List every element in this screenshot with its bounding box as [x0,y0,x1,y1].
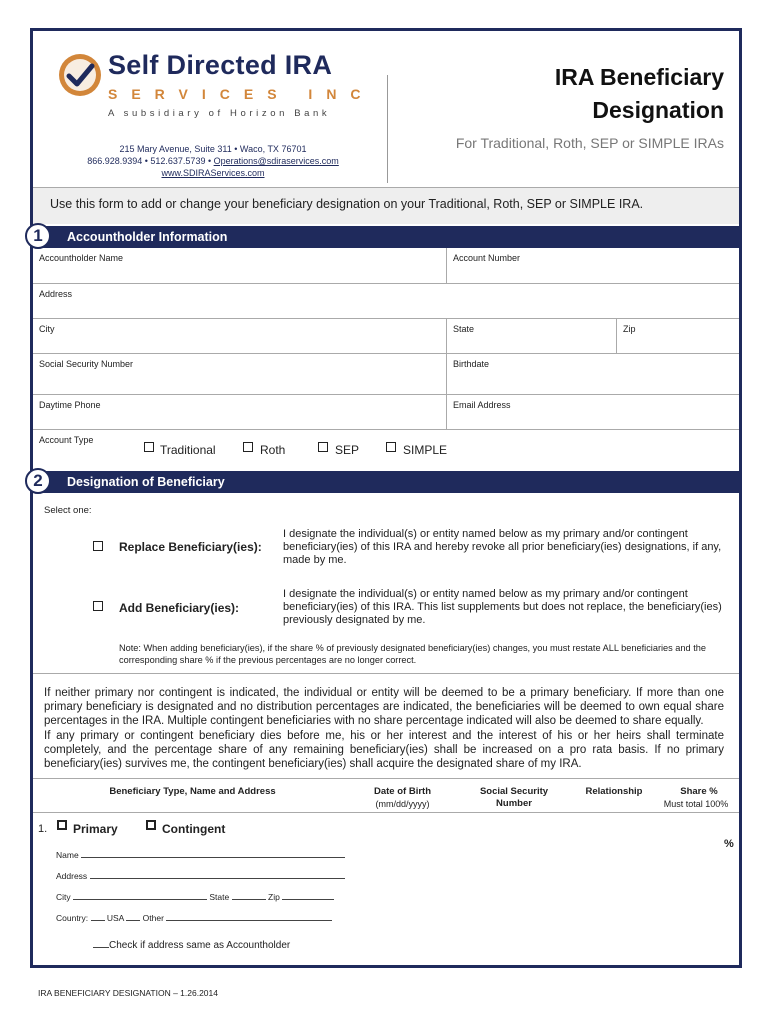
add-beneficiary-checkbox[interactable] [93,601,103,611]
name-label: Name [56,850,79,860]
traditional-checkbox[interactable] [144,442,154,452]
beneficiary-city-label: City [56,892,71,902]
other-country-field[interactable] [166,911,332,921]
primary-checkbox[interactable] [57,820,67,830]
divider [446,318,447,353]
divider [33,318,739,319]
company-website [60,167,366,179]
divider [33,812,739,813]
zip-label: Zip [623,324,636,334]
intro-text: Use this form to add or change your beneficiary designation on your Traditional, Roth, SEP or SIMPLE IRA. [50,197,644,211]
replace-beneficiary-label: Replace Beneficiary(ies): [119,540,262,554]
company-address: 215 Mary Avenue, Suite 311 • Waco, TX 76701 [119,144,307,154]
divider [33,429,739,430]
form-title-line1: IRA Beneficiary [554,64,724,90]
company-phones: 866.928.9394 • 512.637.5739 • [87,156,212,166]
beneficiary-city-field[interactable] [73,890,207,900]
state-label: State [453,324,475,334]
divider [33,394,739,395]
form-title-line2: Designation [592,97,724,123]
divider [446,353,447,394]
col-share-note: Must total 100% [663,799,729,809]
address-row [56,869,345,881]
beneficiary-address-label: Address [56,871,88,881]
ssn-label: Social Security Number [39,359,134,369]
col-relationship: Relationship [585,786,643,797]
replace-beneficiary-text: I designate the individual(s) or entity named below as my primary and/or contingent beneficiary(ies) of this IRA and hereby revoke all prior beneficiary(ies) designations, if any, made by me. [283,528,722,566]
logo-tagline: A subsidiary of Horizon Bank [108,108,331,119]
country-row [56,911,332,923]
name-row [56,848,345,860]
primary-label: Primary [73,822,118,836]
accountholder-name-label: Accountholder Name [39,253,124,263]
add-beneficiary-note: Note: When adding beneficiary(ies), if the share % of previously designated beneficiary(ies) changes, you must restate ALL beneficiaries and the corresponding share % if the previous percentages are no longer correct. [119,643,706,665]
other-label: Other [142,913,164,923]
divider [33,778,739,779]
beneficiary-state-label: State [209,892,230,902]
sep-checkbox[interactable] [318,442,328,452]
divider [446,394,447,429]
logo-title: Self Directed IRA [108,50,333,80]
col-beneficiary-type: Beneficiary Type, Name and Address [109,786,276,797]
company-email-link[interactable]: Operations@sdiraservices.com [213,156,339,166]
country-label: Country: [56,913,89,923]
contingent-label: Contingent [162,822,226,836]
company-contacts [60,155,366,167]
beneficiary-address-field[interactable] [90,869,345,879]
col-share: Share % [680,786,718,797]
roth-checkbox[interactable] [243,442,253,452]
contingent-checkbox[interactable] [146,820,156,830]
same-address-label: Check if address same as Accountholder [109,940,291,951]
header-divider [387,75,388,183]
select-one-label: Select one: [44,505,92,516]
col-ssn-line2: Number [496,798,532,809]
share-percent-sign: % [724,838,734,850]
city-label: City [39,324,55,334]
usa-blank[interactable] [91,911,105,921]
add-beneficiary-label: Add Beneficiary(ies): [119,601,240,615]
simple-checkbox[interactable] [386,442,396,452]
name-field[interactable] [81,848,345,858]
roth-label: Roth [260,443,286,457]
beneficiary-state-field[interactable] [232,890,266,900]
col-dob: Date of Birth [374,786,431,797]
logo-check-icon [57,52,103,98]
section1-number: 1 [25,223,51,249]
replace-beneficiary-checkbox[interactable] [93,541,103,551]
email-label: Email Address [453,400,511,410]
section2-title: Designation of Beneficiary [67,475,225,489]
same-address-blank[interactable] [93,938,109,948]
divider [33,353,739,354]
divider [33,673,739,674]
rules-paragraph-1: If neither primary nor contingent is indicated, the individual or entity will be deemed to be a primary beneficiary. If more than one primary beneficiary is designated and no distribution percentages are indicated, the beneficiaries will be deemed to own equal share percentages in the IRA. Multiple contingent beneficiaries with no share percentage indicated will also be deemed to share equally. [44,687,724,727]
section2-number: 2 [25,468,51,494]
beneficiary-zip-label: Zip [268,892,280,902]
city-state-zip-row [56,890,334,902]
phone-label: Daytime Phone [39,400,101,410]
divider [33,283,739,284]
form-subtitle: For Traditional, Roth, SEP or SIMPLE IRAs [455,135,724,151]
logo-subtitle: SERVICES INC [108,86,375,102]
add-beneficiary-text: I designate the individual(s) or entity named below as my primary and/or contingent beneficiary(ies) of this IRA. This list supplements but does not replace, the beneficiary(ies) previously designated by me. [283,588,722,626]
form-footer: IRA BENEFICIARY DESIGNATION – 1.26.2014 [38,988,218,998]
traditional-label: Traditional [160,443,216,457]
sep-label: SEP [335,443,360,457]
company-website-link[interactable]: www.SDIRAServices.com [161,168,265,178]
col-dob-format: (mm/dd/yyyy) [375,799,430,809]
address-label: Address [39,289,73,299]
account-number-label: Account Number [453,253,521,263]
col-ssn-line1: Social Security [479,786,549,797]
beneficiary-zip-field[interactable] [282,890,334,900]
row-index: 1. [38,823,48,835]
account-type-label: Account Type [39,435,94,445]
other-blank[interactable] [126,911,140,921]
same-address-row [93,938,290,951]
usa-label: USA [106,913,124,923]
divider [446,248,447,283]
simple-label: SIMPLE [403,443,448,457]
divider [616,318,617,353]
section1-title: Accountholder Information [67,230,228,244]
rules-paragraph-2: If any primary or contingent beneficiary dies before me, his or her interest and the interest of his or her heirs shall terminate completely, and the percentage share of any remaining beneficiary(ies) shall be increased on a pro rata basis. If no primary beneficiary(ies) survives me, the contingent beneficiary(ies) shall acquire the designated share of my IRA. [44,730,724,770]
birthdate-label: Birthdate [453,359,490,369]
